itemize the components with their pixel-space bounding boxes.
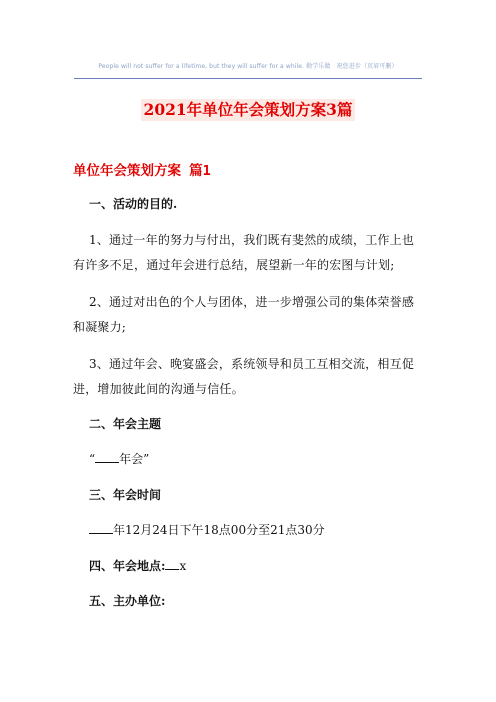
heading-organizer: 五、主办单位:: [89, 594, 166, 608]
paragraph-2: 2、通过对出色的个人与团体，进一步增强公司的集体荣誉感和凝聚力;: [73, 295, 415, 334]
time-text: 年12月24日下午18点00分至21点30分: [113, 523, 325, 537]
title-container: [0, 99, 496, 121]
blank-underline: [165, 557, 179, 570]
theme-suffix: 年会”: [119, 452, 150, 466]
venue-label: 四、年会地点:: [89, 559, 166, 573]
venue-value: x: [179, 559, 187, 573]
heading-purpose: 一、活动的目的.: [89, 197, 178, 211]
heading-time: 三、年会时间: [89, 488, 162, 502]
paragraph-3: 3、通过年会、晚宴盛会，系统领导和员工互相交流，相互促进，增加彼此间的沟通与信任。: [73, 357, 415, 396]
paragraph-1: 1、通过一年的努力与付出，我们既有斐然的成绩，工作上也有许多不足，通过年会进行总结，展望新一年的宏图与计划;: [73, 233, 415, 272]
time-line: [89, 518, 439, 542]
section-heading: 单位年会策划方案 篇1: [73, 163, 211, 179]
blank-underline: [89, 521, 113, 534]
header-note: 勤学乐做 祝您进步（页眉可删）: [306, 63, 398, 70]
page-header: [72, 61, 424, 70]
theme-prefix: “: [89, 452, 96, 466]
heading-venue: [89, 554, 439, 578]
header-divider: [74, 78, 422, 79]
document-title: 2021年单位年会策划方案3篇: [141, 99, 356, 121]
heading-theme: 二、年会主题: [89, 417, 162, 431]
blank-underline: [95, 450, 119, 463]
theme-line: [89, 447, 439, 471]
header-tagline: People will not suffer for a lifetime, but they will suffer for a while.: [98, 63, 305, 70]
